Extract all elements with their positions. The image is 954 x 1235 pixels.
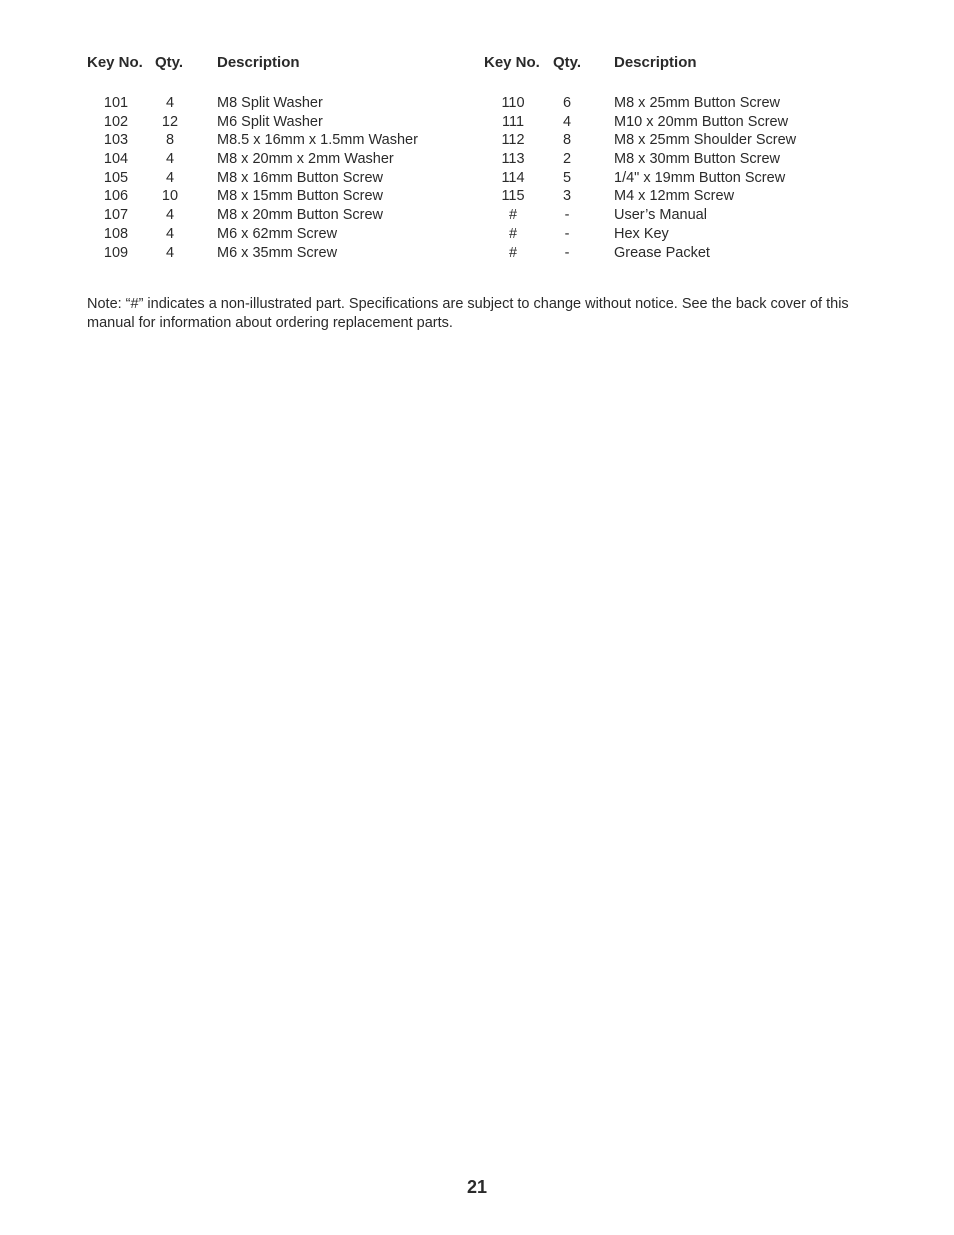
description-cell: M8.5 x 16mm x 1.5mm Washer (217, 132, 418, 149)
key-no-cell: 102 (103, 113, 129, 130)
description-cell: M8 x 20mm x 2mm Washer (217, 151, 394, 168)
key-no-cell: 112 (501, 132, 525, 149)
qty-cell: - (564, 244, 570, 261)
qty-cell: 2 (562, 151, 572, 168)
key-no-cell: # (508, 225, 518, 242)
key-no-cell: 115 (501, 188, 525, 205)
header-key-no: Key No. (484, 54, 540, 71)
qty-cell: - (564, 225, 570, 242)
qty-cell: 3 (562, 188, 572, 205)
description-cell: M10 x 20mm Button Screw (614, 113, 789, 130)
description-cell: M6 x 35mm Screw (217, 244, 338, 261)
qty-cell: 4 (165, 95, 175, 111)
header-qty: Qty. (553, 54, 582, 71)
description-cell: M4 x 12mm Screw (614, 188, 735, 205)
description-cell: 1/4" x 19mm Button Screw (614, 169, 786, 186)
page-number: 21 (466, 1177, 488, 1197)
key-no-cell: 110 (501, 95, 525, 111)
key-no-cell: 101 (103, 95, 129, 111)
qty-cell: 4 (165, 169, 175, 186)
key-no-cell: 113 (501, 151, 525, 168)
description-cell: M8 x 25mm Button Screw (614, 95, 780, 111)
description-cell: Grease Packet (614, 244, 710, 261)
qty-cell: 4 (165, 225, 175, 242)
key-no-cell: 111 (501, 113, 525, 130)
header-key-no: Key No. (87, 54, 143, 71)
qty-cell: 12 (161, 113, 179, 130)
key-no-cell: 108 (103, 225, 129, 242)
header-qty: Qty. (155, 54, 184, 71)
key-no-cell: 103 (103, 132, 129, 149)
qty-cell: 6 (562, 95, 572, 111)
qty-cell: 8 (165, 132, 175, 149)
description-cell: M6 Split Washer (217, 113, 323, 130)
key-no-cell: 109 (103, 244, 129, 261)
qty-cell: 4 (165, 207, 175, 224)
key-no-cell: 105 (103, 169, 129, 186)
qty-cell: 8 (562, 132, 572, 149)
description-cell: M8 x 16mm Button Screw (217, 169, 383, 186)
key-no-cell: # (508, 244, 518, 261)
qty-cell: - (564, 207, 570, 224)
qty-cell: 5 (562, 169, 572, 186)
key-no-cell: 107 (103, 207, 129, 224)
qty-cell: 4 (562, 113, 572, 130)
qty-cell: 4 (165, 244, 175, 261)
description-cell: M8 Split Washer (217, 95, 323, 111)
key-no-cell: 104 (103, 151, 129, 168)
description-cell: M8 x 15mm Button Screw (217, 188, 383, 205)
key-no-cell: 106 (103, 188, 129, 205)
description-cell: Hex Key (614, 225, 669, 242)
description-cell: M8 x 20mm Button Screw (217, 207, 383, 224)
parts-note: Note: “#” indicates a non-illustrated part. Specifications are subject to change without notice. See the back cover of this manual for information about ordering replacement parts. (87, 295, 849, 331)
description-cell: M8 x 25mm Shoulder Screw (614, 132, 797, 149)
header-description: Description (217, 54, 300, 71)
description-cell: M8 x 30mm Button Screw (614, 151, 780, 168)
description-cell: User’s Manual (614, 207, 707, 224)
qty-cell: 10 (161, 188, 179, 205)
key-no-cell: # (508, 207, 518, 224)
header-description: Description (614, 54, 697, 71)
qty-cell: 4 (165, 151, 175, 168)
key-no-cell: 114 (501, 169, 525, 186)
description-cell: M6 x 62mm Screw (217, 225, 338, 242)
